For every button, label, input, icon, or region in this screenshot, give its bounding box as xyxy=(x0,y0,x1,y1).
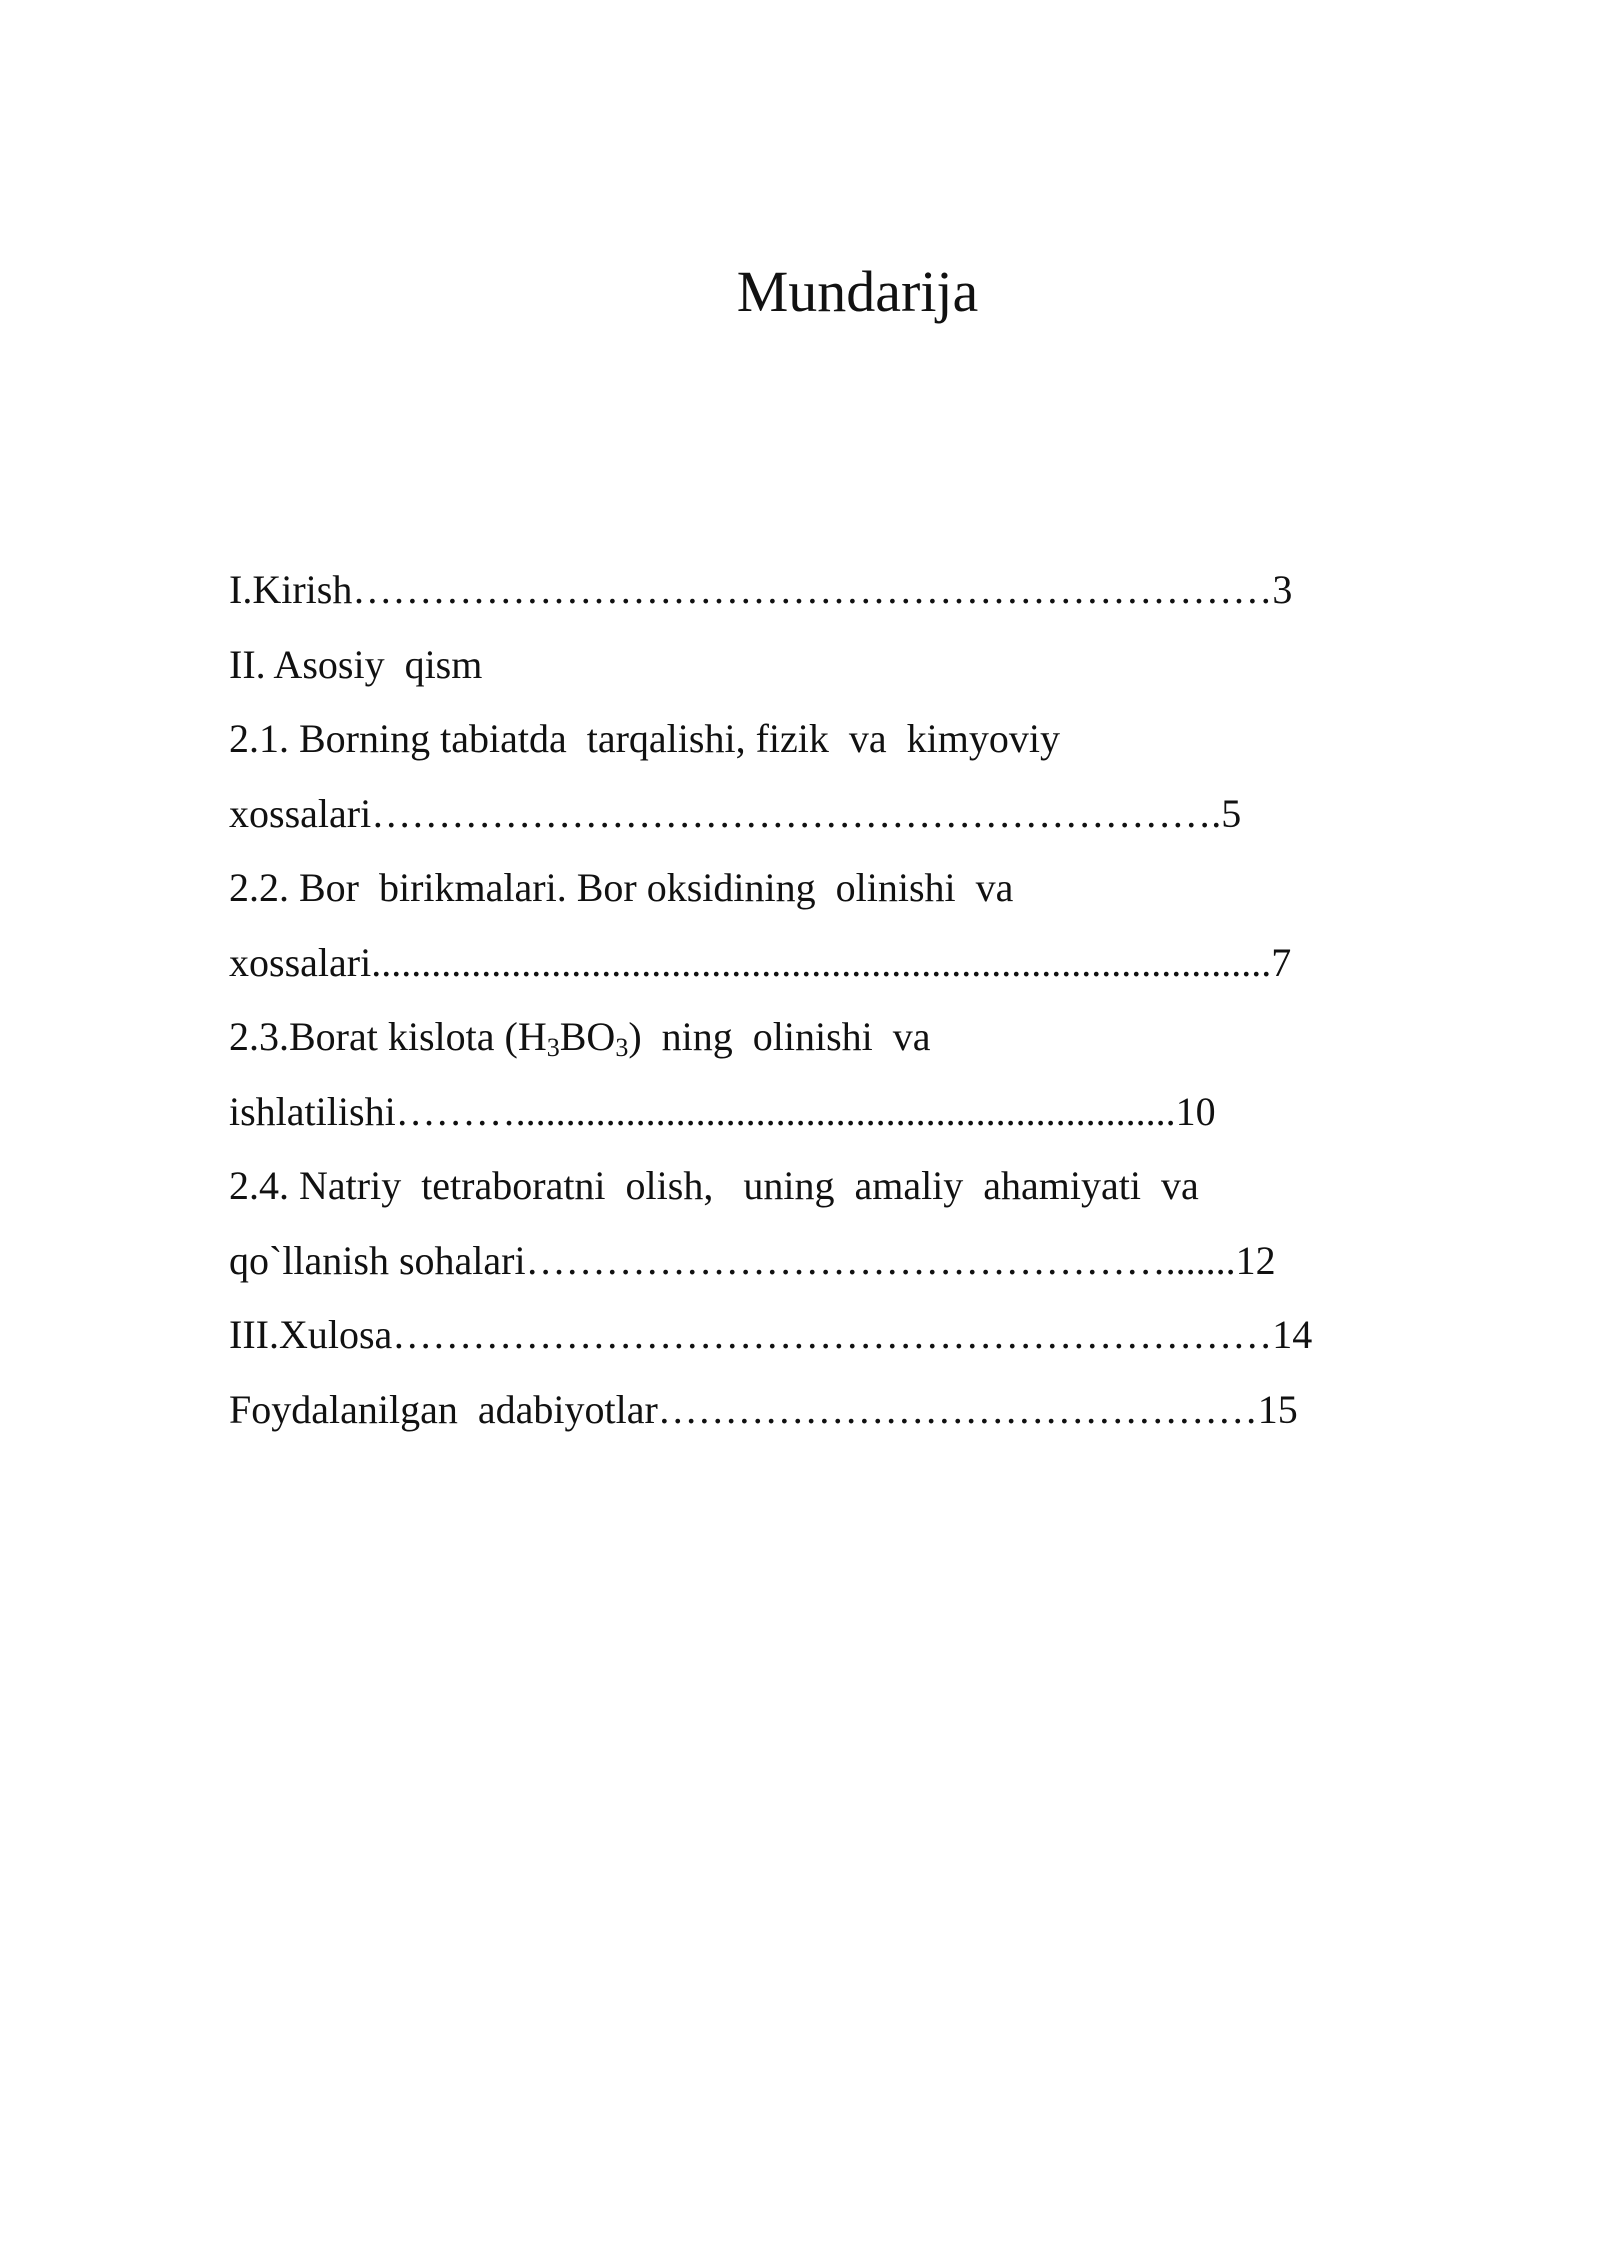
page-title: Mundarija xyxy=(736,259,979,324)
toc-entry-2-4-line2: qo`llanish sohalari………………………………………….......12 xyxy=(229,1237,1276,1283)
formula-suffix: ) ning olinishi va xyxy=(628,1014,931,1059)
toc-entry-2-3-line1 xyxy=(229,1000,1529,1075)
formula-prefix: 2.3.Borat kislota (H xyxy=(229,1014,547,1059)
toc-entry-adabiyotlar: Foydalanilgan adabiyotlar………………………………………15 xyxy=(229,1386,1298,1432)
toc-entry-xulosa: III.Xulosa…………………………………………………………14 xyxy=(229,1312,1313,1357)
toc-entry-2-1-line2: xossalari……………………………………………………….5 xyxy=(229,790,1242,836)
toc-entry-2-4-line1: 2.4. Natriy tetraboratni olish, uning amaliy ahamiyati va xyxy=(229,1163,1199,1208)
table-of-contents xyxy=(229,553,1529,1447)
formula-middle: BO xyxy=(559,1014,616,1059)
toc-entry-kirish: I.Kirish……………………………………………………………3 xyxy=(229,567,1293,612)
formula-subscript-o: 3 xyxy=(615,1033,629,1062)
toc-heading-asosiy-qism: II. Asosiy qism xyxy=(229,641,483,687)
formula-subscript-h: 3 xyxy=(546,1033,560,1062)
toc-entry-2-2-line1: 2.2. Bor birikmalari. Bor oksidining olinishi va xyxy=(229,865,1014,910)
toc-entry-2-2-line2: xossalari..........................................................................................7 xyxy=(229,939,1292,985)
toc-entry-2-1-line1: 2.1. Borning tabiatda tarqalishi, fizik va kimyoviy xyxy=(229,716,1060,761)
toc-entry-2-3-line2: ishlatilishi………..................................................................10 xyxy=(229,1088,1216,1134)
